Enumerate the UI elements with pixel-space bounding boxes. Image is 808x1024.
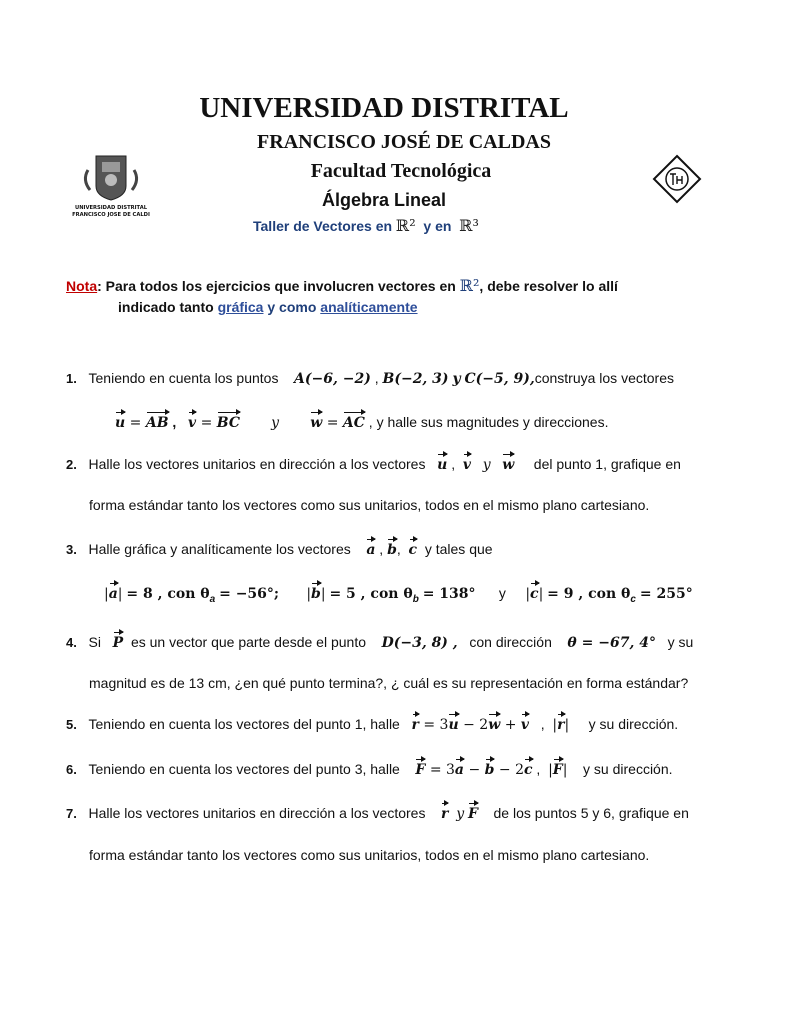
exercise-number: 6. xyxy=(66,762,77,777)
exercise-4-text-d: y su xyxy=(667,634,694,650)
note-r2-symbol: ℝ² xyxy=(459,276,480,295)
exercise-4-line-1: 4. Si P es un vector que parte desde el punto D(−3, 8) , con dirección θ = −67, 4° y su xyxy=(66,634,694,651)
note-link-grafica: gráfica xyxy=(217,299,264,315)
university-crest-logo xyxy=(72,150,150,220)
exercise-7-line-2: forma estándar tanto los vectores como sus unitarios, todos en el mismo plano cartesiano. xyxy=(89,847,650,863)
note-text-4: y como xyxy=(267,299,317,315)
condition-b-angle: = 138° xyxy=(422,586,476,602)
direction-angle: θ = −67, 4° xyxy=(567,635,656,651)
note-label: Nota xyxy=(66,278,98,294)
condition-a: = 8 , con θ xyxy=(126,586,210,602)
exercise-5-line: 5. Teniendo en cuenta los vectores del punto 1, halle r = 3u − 2w + v , |r| y su dirección. xyxy=(66,716,679,733)
condition-b: = 5 , con θ xyxy=(329,586,413,602)
course-name: Álgebra Lineal xyxy=(321,190,447,210)
exercise-number: 3. xyxy=(66,542,77,557)
r3-symbol: ℝ³ xyxy=(459,216,479,235)
exercise-5-text-b: y su dirección. xyxy=(588,716,679,732)
exercise-number: 2. xyxy=(66,457,77,472)
exercise-number: 4. xyxy=(66,635,77,650)
note-link-analiticamente: analíticamente xyxy=(320,299,418,315)
exercise-4-text-b: es un vector que parte desde el punto xyxy=(130,634,367,650)
point-c: C(−5, 9), xyxy=(464,371,535,387)
exercise-6-text: Teniendo en cuenta los vectores del punto 3, halle xyxy=(88,761,400,777)
note-line-1 xyxy=(66,276,618,295)
exercise-7-line-1: 7. Halle los vectores unitarios en dirección a los vectores r y F de los puntos 5 y 6, grafique en xyxy=(66,805,689,822)
exercise-1-text: Teniendo en cuenta los puntos xyxy=(88,370,279,386)
workshop-title xyxy=(253,216,479,235)
condition-c: = 9 , con θ xyxy=(547,586,631,602)
point-a: A(−6, −2) xyxy=(294,371,371,387)
exercise-number: 1. xyxy=(66,371,77,386)
exercise-6-line: 6. Teniendo en cuenta los vectores del punto 3, halle F = 3a − b − 2c , |F| y su dirección. xyxy=(66,761,673,778)
r2-symbol: ℝ² xyxy=(395,216,416,235)
exercise-3-text: Halle gráfica y analíticamente los vectores xyxy=(88,541,351,557)
exercise-7-text-b: de los puntos 5 y 6, grafique en xyxy=(493,805,689,821)
logo-text-line1: UNIVERSIDAD DISTRITAL xyxy=(74,205,148,211)
exercise-3-line-1: 3. Halle gráfica y analíticamente los vectores a , b, c y tales que xyxy=(66,541,493,558)
note-line-2 xyxy=(118,299,418,315)
exercise-1-line-2: u = AB , v = BC y w = AC , y halle sus magnitudes y direcciones. xyxy=(115,414,609,431)
faculty-diamond-logo xyxy=(652,154,702,204)
exercise-1-tail: , y halle sus magnitudes y direcciones. xyxy=(368,414,609,430)
exercise-4-text: Si xyxy=(88,634,101,650)
exercise-2-text: Halle los vectores unitarios en dirección a los vectores xyxy=(88,456,426,472)
exercise-2-text-b: del punto 1, grafique en xyxy=(533,456,681,472)
university-subtitle: FRANCISCO JOSÉ DE CALDAS xyxy=(257,131,551,153)
note-text-2: , debe resolver lo allí xyxy=(479,278,618,294)
exercise-3-text-b: y tales que xyxy=(424,541,493,557)
workshop-prefix: Taller de Vectores en xyxy=(253,218,393,234)
faculty-name: Facultad Tecnológica xyxy=(310,160,492,182)
workshop-mid: y en xyxy=(423,218,452,234)
condition-a-angle: = −56°; xyxy=(219,586,280,602)
point-b: B(−2, 3) xyxy=(382,371,449,387)
exercise-7-text: Halle los vectores unitarios en dirección a los vectores xyxy=(88,805,426,821)
note-text-3: indicado tanto xyxy=(118,299,214,315)
exercise-5-text: Teniendo en cuenta los vectores del punto 1, halle xyxy=(88,716,400,732)
exercise-6-text-b: y su dirección. xyxy=(583,761,673,777)
point-d: D(−3, 8) , xyxy=(381,635,458,651)
and-word: y xyxy=(452,371,461,387)
exercise-3-conditions: |a| = 8 , con $\theta_a = -56^\circ$; |b| = 5 , con $\theta_b = 138^\circ$ y |c| = 9 , con $\theta_c = 255^\circ$ xyxy=(104,585,693,605)
university-title: UNIVERSIDAD DISTRITAL xyxy=(199,92,569,124)
logo-text-line2: FRANCISCO JOSE DE CALDI xyxy=(72,212,150,218)
condition-c-angle: = 255° xyxy=(639,586,693,602)
exercise-4-text-c: con dirección xyxy=(469,634,552,650)
exercise-number: 5. xyxy=(66,717,77,732)
exercise-4-line-2: magnitud es de 13 cm, ¿en qué punto termina?, ¿ cuál es su representación en forma estándar? xyxy=(89,675,689,691)
exercise-2-line-1: 2. Halle los vectores unitarios en dirección a los vectores u , v y w del punto 1, grafique en xyxy=(66,456,681,473)
exercise-number: 7. xyxy=(66,806,77,821)
note-text-1: : Para todos los ejercicios que involucren vectores en xyxy=(97,278,456,294)
exercise-1-line-1: 1. Teniendo en cuenta los puntos A(−6, −2) , B(−2, 3) y C(−5, 9),construya los vectores xyxy=(66,370,674,387)
exercise-1-text-b: construya los vectores xyxy=(534,370,674,386)
and-word: y xyxy=(498,585,506,601)
exercise-2-line-2: forma estándar tanto los vectores como sus unitarios, todos en el mismo plano cartesiano. xyxy=(89,497,650,513)
